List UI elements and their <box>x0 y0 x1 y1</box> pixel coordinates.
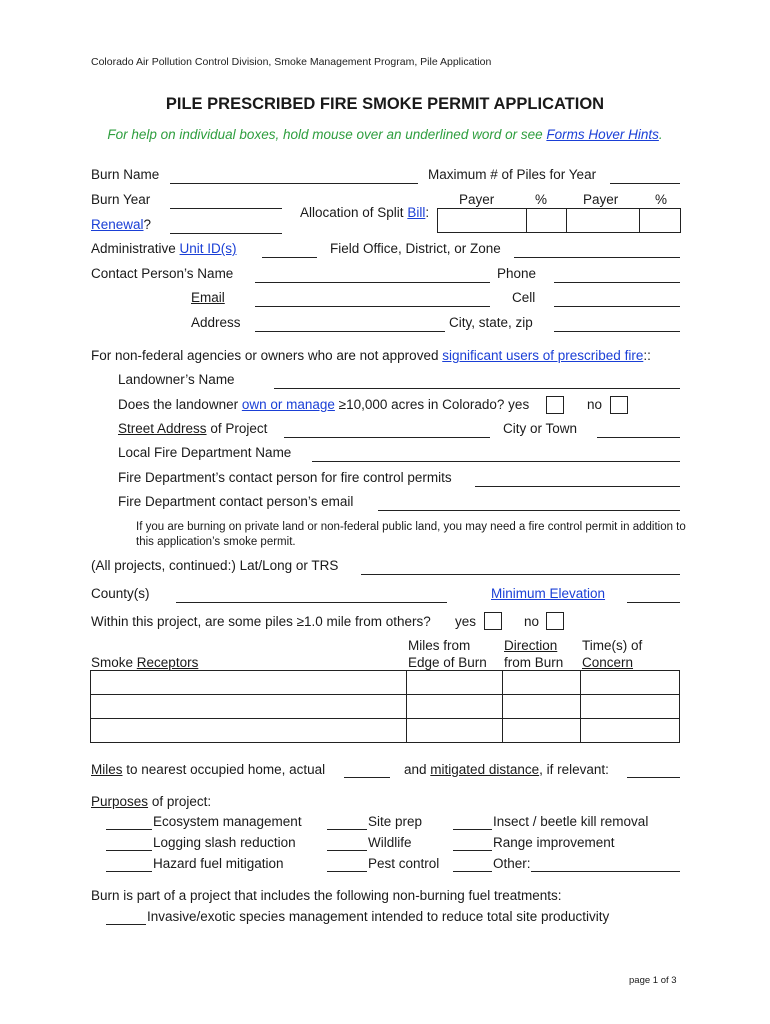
purposes-link[interactable]: Purposes <box>91 794 149 809</box>
table-row <box>91 671 680 695</box>
nonfed-intro-text: For non-federal agencies or owners who are not approved <box>91 348 439 363</box>
pct2-cell[interactable] <box>640 209 681 233</box>
receptors-table <box>90 670 680 743</box>
forms-hover-hints-link[interactable]: Forms Hover Hints <box>546 127 659 142</box>
bill-link[interactable]: Bill <box>407 205 426 220</box>
street-field[interactable] <box>284 437 490 438</box>
receptor-miles-cell[interactable] <box>407 695 503 719</box>
page-number: page 1 of 3 <box>629 975 677 986</box>
purpose-item: Ecosystem management <box>153 814 302 829</box>
purpose-item: Insect / beetle kill removal <box>493 814 649 829</box>
cell-field[interactable] <box>554 306 680 307</box>
purpose-checkline[interactable] <box>453 871 492 872</box>
fd-email-label: Fire Department contact person’s email <box>118 494 354 509</box>
receptor-name-cell[interactable] <box>91 719 407 743</box>
purposes-label <box>91 794 211 809</box>
miles-link[interactable]: Miles <box>91 762 123 777</box>
mitigated-field[interactable] <box>627 777 680 778</box>
nonfed-intro <box>91 348 651 363</box>
piles-no-label: no <box>524 614 540 629</box>
treatments-intro: Burn is part of a project that includes the following non-burning fuel treatments: <box>91 888 562 903</box>
col-dir-2: from Burn <box>504 655 564 670</box>
receptor-name-cell[interactable] <box>91 671 407 695</box>
unit-ids-link[interactable]: Unit ID(s) <box>179 241 237 256</box>
landowner-field[interactable] <box>274 388 680 389</box>
pct1-cell[interactable] <box>527 209 567 233</box>
unit-ids-field[interactable] <box>262 257 317 258</box>
renewal-label <box>91 217 151 232</box>
minimum-elevation-link[interactable]: Minimum Elevation <box>491 586 606 601</box>
payer2-label: Payer <box>583 192 619 207</box>
counties-field[interactable] <box>176 602 447 603</box>
receptors-label <box>91 655 198 670</box>
purpose-item: Hazard fuel mitigation <box>153 856 284 871</box>
mitigated-distance-link[interactable]: mitigated distance <box>430 762 540 777</box>
local-fd-label: Local Fire Department Name <box>118 445 292 460</box>
field-office-label: Field Office, District, or Zone <box>330 241 501 256</box>
col-miles-2: Edge of Burn <box>408 655 487 670</box>
treatment-item: Invasive/exotic species management intended to reduce total site productivity <box>147 909 610 924</box>
max-piles-label: Maximum # of Piles for Year <box>428 167 597 182</box>
pct2-label: % <box>655 192 668 207</box>
payer2-cell[interactable] <box>567 209 640 233</box>
landowner-label: Landowner’s Name <box>118 372 235 387</box>
payer1-cell[interactable] <box>438 209 527 233</box>
split-bill-table <box>437 208 681 233</box>
document-header: Colorado Air Pollution Control Division, Smoke Management Program, Pile Application <box>91 56 492 68</box>
receptors-link[interactable]: Receptors <box>136 655 199 670</box>
purpose-item: Pest control <box>368 856 440 871</box>
burn-year-field[interactable] <box>170 208 282 209</box>
receptor-name-cell[interactable] <box>91 695 407 719</box>
purpose-checkline[interactable] <box>453 850 492 851</box>
contact-name-field[interactable] <box>255 282 490 283</box>
latlong-label: (All projects, continued:) Lat/Long or TRS <box>91 558 339 573</box>
local-fd-field[interactable] <box>312 461 680 462</box>
email-label <box>191 290 225 305</box>
purpose-item: Range improvement <box>493 835 615 850</box>
purposes-post: of project: <box>151 794 212 809</box>
col-dir-1[interactable]: Direction <box>504 638 558 653</box>
owns-no-label: no <box>587 397 603 412</box>
fire-permit-note: If you are burning on private land or non-federal public land, you may need a fire control permit in addition to this application’s smoke permit. <box>136 521 686 548</box>
split-bill-text: Allocation of Split <box>300 205 404 220</box>
counties-label: County(s) <box>91 586 150 601</box>
contact-name-label: Contact Person’s Name <box>91 266 234 281</box>
table-row <box>91 719 680 743</box>
max-piles-field[interactable] <box>610 183 680 184</box>
city-state-zip-field[interactable] <box>554 331 680 332</box>
receptor-miles-cell[interactable] <box>407 719 503 743</box>
mitigated-post: , if relevant: <box>539 762 609 777</box>
nonfed-intro-colon: :: <box>643 348 651 363</box>
email-field[interactable] <box>255 306 490 307</box>
purpose-checkline[interactable] <box>453 829 492 830</box>
field-office-field[interactable] <box>514 257 680 258</box>
receptor-miles-cell[interactable] <box>407 671 503 695</box>
street-address-link[interactable]: Street Address <box>118 421 207 436</box>
and-text: and <box>404 762 427 777</box>
purpose-checkline[interactable] <box>106 850 152 851</box>
pct1-label: % <box>535 192 548 207</box>
renewal-q: ? <box>143 217 152 232</box>
page-title: PILE PRESCRIBED FIRE SMOKE PERMIT APPLICATION <box>165 95 605 113</box>
help-text: For help on individual boxes, hold mouse over an underlined word or see <box>107 127 543 142</box>
street-label <box>118 421 267 436</box>
latlong-field[interactable] <box>361 574 680 575</box>
owns-yes-checkbox[interactable] <box>546 396 564 414</box>
address-field[interactable] <box>255 331 445 332</box>
burn-name-field[interactable] <box>170 183 418 184</box>
purpose-other-field[interactable] <box>531 871 680 872</box>
city-town-field[interactable] <box>597 437 680 438</box>
email-link[interactable]: Email <box>191 290 225 305</box>
split-bill-label <box>300 205 429 220</box>
burn-year-label: Burn Year <box>91 192 151 207</box>
fd-email-field[interactable] <box>378 510 680 511</box>
cell-label: Cell <box>512 290 536 305</box>
phone-label: Phone <box>497 266 537 281</box>
table-row <box>91 695 680 719</box>
purpose-item: Other: <box>493 856 531 871</box>
receptor-time-cell[interactable] <box>581 695 680 719</box>
purpose-checkline[interactable] <box>327 850 367 851</box>
purpose-checkline[interactable] <box>106 829 152 830</box>
purpose-checkline[interactable] <box>327 871 367 872</box>
receptor-time-cell[interactable] <box>581 671 680 695</box>
purpose-checkline[interactable] <box>327 829 367 830</box>
purpose-item: Wildlife <box>368 835 412 850</box>
street-post: of Project <box>210 421 268 436</box>
owns-question <box>118 397 529 412</box>
treatment-checkline[interactable] <box>106 924 146 925</box>
renewal-field[interactable] <box>170 233 282 234</box>
city-state-zip-label: City, state, zip <box>449 315 533 330</box>
col-miles-1: Miles from <box>408 638 471 653</box>
piles-no-checkbox[interactable] <box>546 612 564 630</box>
nearest-text: to nearest occupied home, actual <box>126 762 326 777</box>
fd-contact-field[interactable] <box>475 486 680 487</box>
city-town-label: City or Town <box>503 421 578 436</box>
piles-question: Within this project, are some piles ≥1.0 mile from others? <box>91 614 431 629</box>
admin-text: Administrative <box>91 241 176 256</box>
receptors-pre: Smoke <box>91 655 134 670</box>
phone-field[interactable] <box>554 282 680 283</box>
owns-text: Does the landowner <box>118 397 239 412</box>
split-bill-colon: : <box>425 205 430 220</box>
payer1-label: Payer <box>459 192 495 207</box>
address-label: Address <box>191 315 241 330</box>
col-time-1: Time(s) of <box>582 638 643 653</box>
purpose-item: Site prep <box>368 814 423 829</box>
mitigated-label <box>404 762 609 777</box>
purpose-item: Logging slash reduction <box>153 835 296 850</box>
admin-label <box>91 241 237 256</box>
receptor-direction-cell[interactable] <box>503 719 581 743</box>
nearest-label <box>91 762 325 777</box>
receptor-time-cell[interactable] <box>581 719 680 743</box>
receptor-direction-cell[interactable] <box>503 671 581 695</box>
burn-name-label: Burn Name <box>91 167 160 182</box>
help-line <box>0 127 770 142</box>
renewal-link[interactable]: Renewal <box>91 217 144 232</box>
receptor-direction-cell[interactable] <box>503 695 581 719</box>
owns-no-checkbox[interactable] <box>610 396 628 414</box>
purpose-checkline[interactable] <box>106 871 152 872</box>
col-time-2[interactable]: Concern <box>582 655 634 670</box>
own-or-manage-link[interactable]: own or manage <box>241 397 335 412</box>
owns-text-post: ≥10,000 acres in Colorado? yes <box>338 397 530 412</box>
piles-yes-label: yes <box>455 614 477 629</box>
nearest-actual-field[interactable] <box>344 777 390 778</box>
piles-yes-checkbox[interactable] <box>484 612 502 630</box>
min-elevation-field[interactable] <box>627 602 680 603</box>
fd-contact-label: Fire Department’s contact person for fire control permits <box>118 470 452 485</box>
help-end: . <box>658 127 663 142</box>
significant-users-link[interactable]: significant users of prescribed fire <box>442 348 644 363</box>
